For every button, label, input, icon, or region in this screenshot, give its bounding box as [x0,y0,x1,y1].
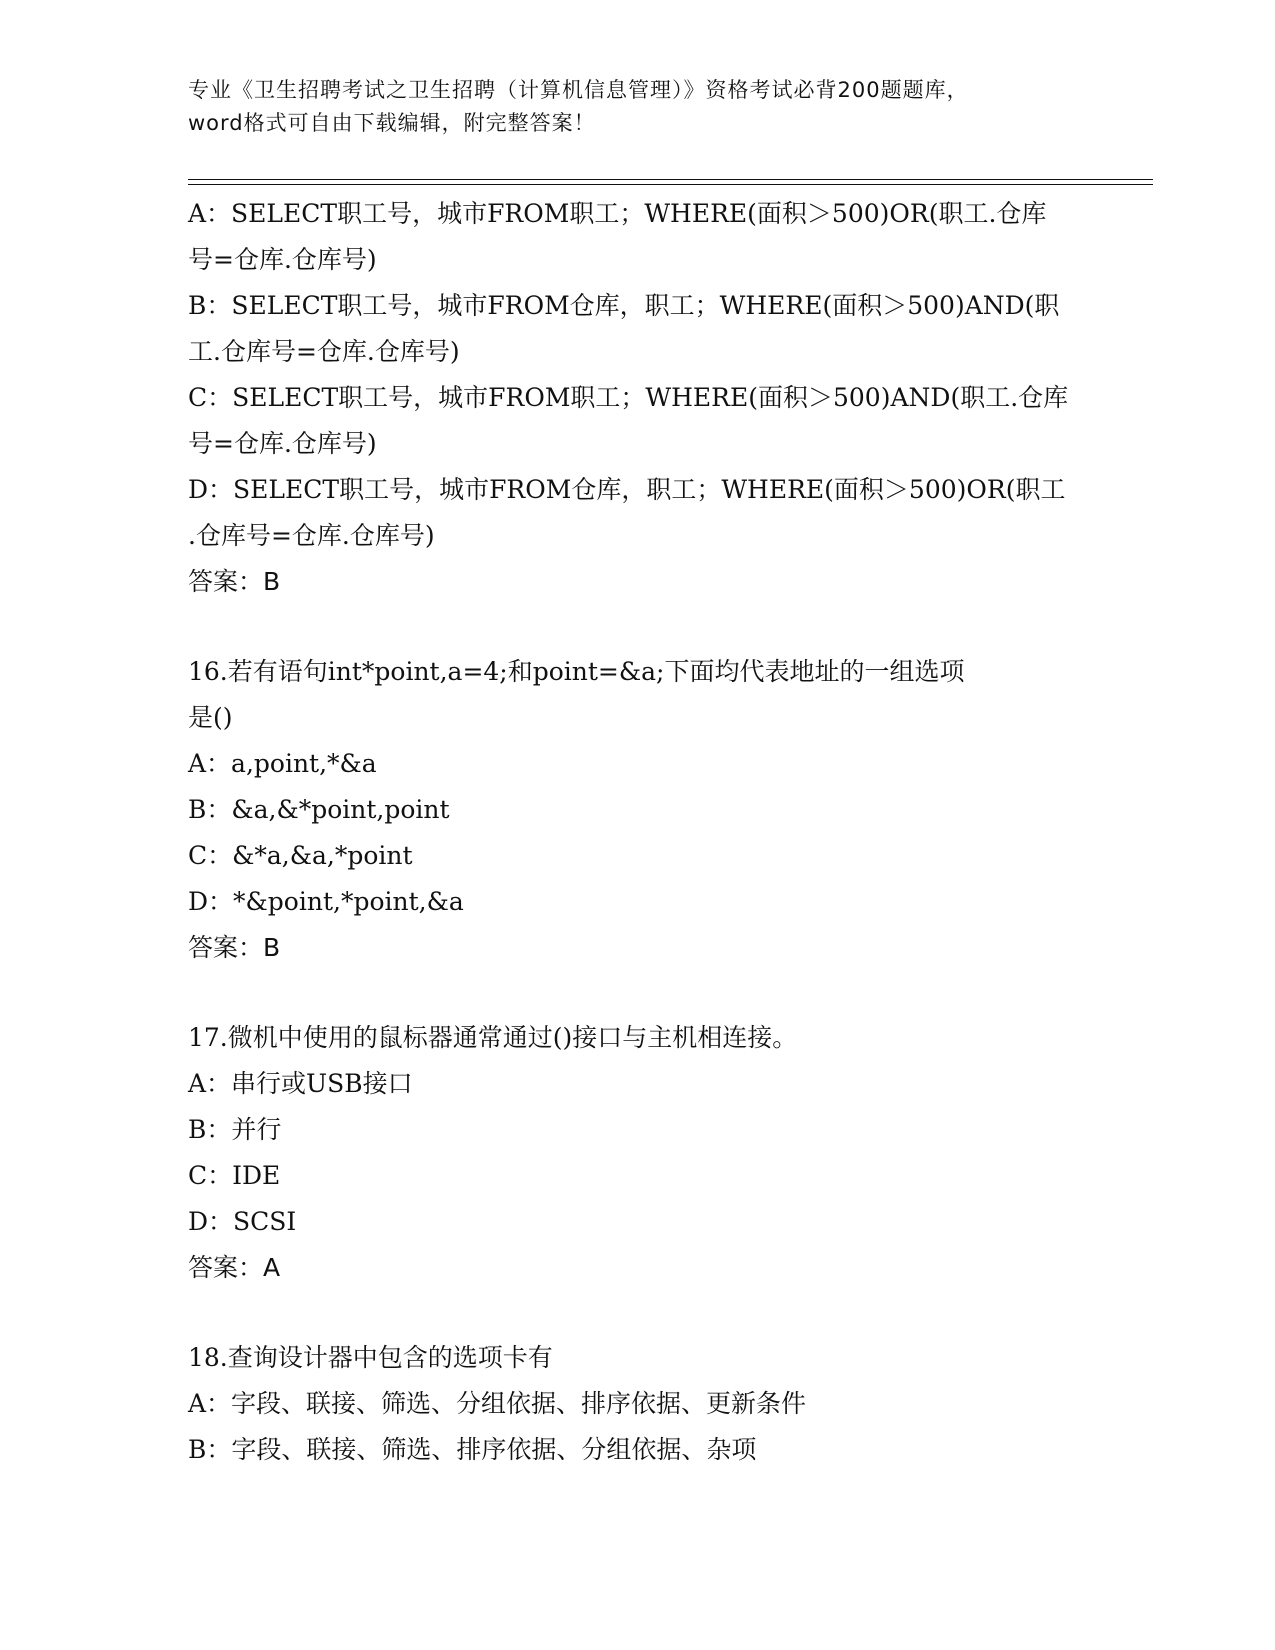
q18-stem: 18.查询设计器中包含的选项卡有 [188,1343,553,1372]
header-line-2: word格式可自由下载编辑，附完整答案！ [188,111,596,135]
q18-option-b: B：字段、联接、筛选、排序依据、分组依据、杂项 [188,1435,757,1464]
q15-option-b-line-2: 工.仓库号=仓库.仓库号) [188,337,460,366]
header-divider-top [188,179,1153,180]
q16-option-b: B：&a,&*point,point [188,795,450,824]
q15-answer: 答案：B [188,567,281,596]
q15-option-b-line-1: B：SELECT职工号，城市FROM仓库，职工；WHERE(面积＞500)AND(职 [188,291,1060,320]
q15-option-d-line-2: .仓库号=仓库.仓库号) [188,521,435,550]
q15-option-c-line-1: C：SELECT职工号，城市FROM职工；WHERE(面积＞500)AND(职工.仓库 [188,383,1069,412]
q16-option-a: A：a,point,*&a [188,749,377,778]
header-divider-bottom [188,184,1153,185]
question-15-block [188,191,1078,605]
q17-option-b: B：并行 [188,1115,282,1144]
q16-option-c: C：&*a,&a,*point [188,841,413,870]
q16-answer: 答案：B [188,933,281,962]
question-18-block [188,1335,1078,1473]
header-line-1: 专业《卫生招聘考试之卫生招聘（计算机信息管理）》资格考试必背200题题库， [188,78,969,102]
q18-option-a: A：字段、联接、筛选、分组依据、排序依据、更新条件 [188,1389,807,1418]
q16-stem-line-2: 是() [188,703,233,732]
q15-option-a-line-1: A：SELECT职工号，城市FROM职工；WHERE(面积＞500)OR(职工.仓库 [188,199,1047,228]
q17-option-d: D：SCSI [188,1207,297,1236]
document-header [188,74,1088,140]
spacer [188,1291,1078,1335]
question-16-block [188,649,1078,971]
q17-option-a: A：串行或USB接口 [188,1069,413,1098]
q15-option-c-line-2: 号=仓库.仓库号) [188,429,377,458]
q17-answer: 答案：A [188,1253,281,1282]
spacer [188,971,1078,1015]
q15-option-d-line-1: D：SELECT职工号，城市FROM仓库，职工；WHERE(面积＞500)OR(职工 [188,475,1066,504]
spacer [188,605,1078,649]
q16-stem-line-1: 16.若有语句int*point,a=4;和point=&a;下面均代表地址的一组选项 [188,657,965,686]
question-list [188,191,1078,1473]
q17-stem: 17.微机中使用的鼠标器通常通过()接口与主机相连接。 [188,1023,798,1052]
q15-option-a-line-2: 号=仓库.仓库号) [188,245,377,274]
q16-option-d: D：*&point,*point,&a [188,887,464,916]
q17-option-c: C：IDE [188,1161,281,1190]
question-17-block [188,1015,1078,1291]
